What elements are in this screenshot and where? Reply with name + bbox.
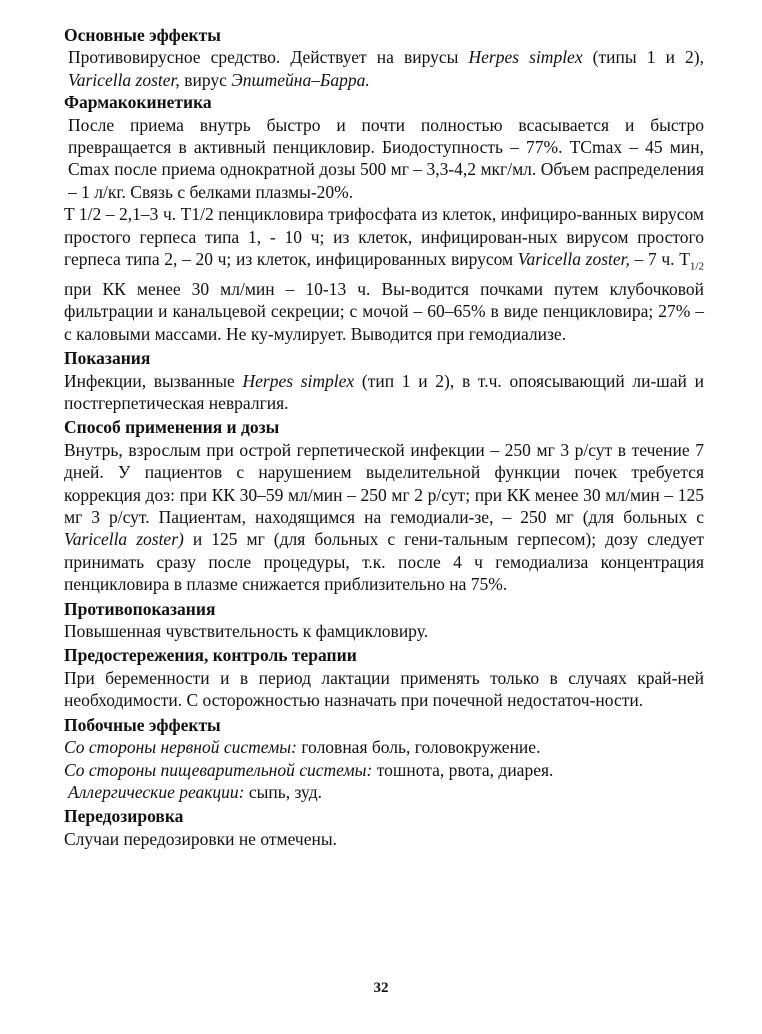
text-run: тошнота, рвота, диарея.	[372, 759, 554, 780]
paragraph: Случаи передозировки не отмечены.	[64, 828, 337, 849]
section-title: Основные эффекты	[64, 25, 221, 45]
italic-text: Varicella zoster,	[517, 249, 630, 270]
italic-text: Varicella zoster,	[68, 69, 180, 90]
section-pharmacokinetics	[64, 91, 704, 345]
paragraph: После приема внутрь быстро и почти полностью всасывается и быстро превращается в активный пенцикловир. Биодоступность – 77%. TCmax – 45 мин, Cmax после приема однократной дозы 500 мг – 3,3-4,2 мкг/мл. Объем распределения – 1 л/кг. Связь с белками плазмы-20%.	[68, 114, 704, 202]
page-number: 32	[373, 980, 389, 996]
section-dosage	[64, 416, 704, 595]
italic-text: Аллергические реакции:	[68, 781, 245, 802]
paragraph: Повышенная чувствительность к фамцикловиру.	[64, 621, 429, 642]
section-title: Противопоказания	[64, 598, 216, 619]
text-run: головная боль, головокружение.	[296, 737, 541, 758]
document-page	[64, 24, 704, 850]
text-run: и 125 мг (для больных с гени-тальным герпесом); дозу следует принимать сразу после процедуры, т.к. после 4 ч гемодиализа концентрация пенцикловира в плазме снижается приблизительно на 75%.	[64, 529, 704, 595]
section-contraindications	[64, 598, 704, 643]
text-run: Внутрь, взрослым при острой герпетической инфекции – 250 мг 3 р/сут в течение 7 дней. У пациентов с нарушением выделительной функции почек требуется коррекция доз: при КК 30–59 мл/мин – 250 мг 2 р/сут; при КК менее 30 мл/мин – 125 мг 3 р/сут. Пациентам, находящимся на гемодиали-зе, – 250 мг (для больных с	[64, 439, 704, 528]
text-run: (тип 1 и 2), в т.ч. опоясывающий ли-шай и постгерпетическая невралгия.	[64, 370, 704, 413]
text-run: при КК менее 30 мл/мин – 10-13 ч. Вы-водится почками путем клубочковой фильтрации и канальцевой секреции; с мочой – 60–65% в виде пенцикловира; 27% – с каловыми массами. Не ку-мулирует. Выводится при гемодиализе.	[64, 278, 704, 344]
section-precautions	[64, 644, 704, 711]
section-title: Передозировка	[64, 806, 184, 827]
paragraph	[64, 439, 704, 596]
section-title: Способ применения и дозы	[64, 417, 280, 438]
paragraph	[64, 46, 704, 91]
subscript-text: 1/2	[689, 260, 704, 273]
section-title: Фармакокинетика	[64, 92, 212, 113]
text-run: Противовирусное средство. Действует на вирусы	[68, 47, 469, 68]
side-effect-line	[64, 781, 704, 803]
text-run: сыпь, зуд.	[244, 781, 322, 802]
section-main-effects	[64, 24, 704, 91]
italic-text: Со стороны нервной системы:	[64, 737, 297, 758]
section-title: Побочные эффекты	[64, 714, 221, 735]
text-run: (типы 1 и 2),	[582, 47, 704, 68]
paragraph	[64, 203, 704, 345]
italic-text: Со стороны пищеварительной системы:	[64, 759, 373, 780]
text-run: вирус	[179, 69, 232, 90]
text-run: – 7 ч. T	[629, 249, 690, 270]
italic-text: Varicella zoster)	[64, 529, 184, 550]
section-title: Предостережения, контроль терапии	[64, 645, 357, 666]
section-title: Показания	[64, 348, 151, 369]
italic-text: Эпштейна–Барра.	[231, 69, 370, 90]
italic-text: Herpes simplex	[468, 47, 583, 68]
text-run: T 1/2 – 2,1–3 ч. T1/2 пенцикловира трифосфата из клеток, инфициро-ванных вирусом простого герпеса типа 1, - 10 ч; из клеток, инфицирован-ных вирусом простого герпеса типа 2, – 20 ч; из клеток, инфицированных вирусом	[64, 204, 704, 270]
side-effect-line	[64, 736, 704, 758]
text-run: Инфекции, вызванные	[64, 370, 243, 391]
section-overdose	[64, 805, 704, 850]
paragraph: При беременности и в период лактации применять только в случаях край-ней необходимости. С осторожностью назначать при почечной недостаточ-ности.	[64, 667, 704, 711]
side-effect-line	[64, 759, 704, 781]
section-indications	[64, 347, 704, 414]
section-side-effects	[64, 714, 704, 804]
italic-text: Herpes simplex	[242, 370, 355, 391]
paragraph	[64, 370, 704, 415]
